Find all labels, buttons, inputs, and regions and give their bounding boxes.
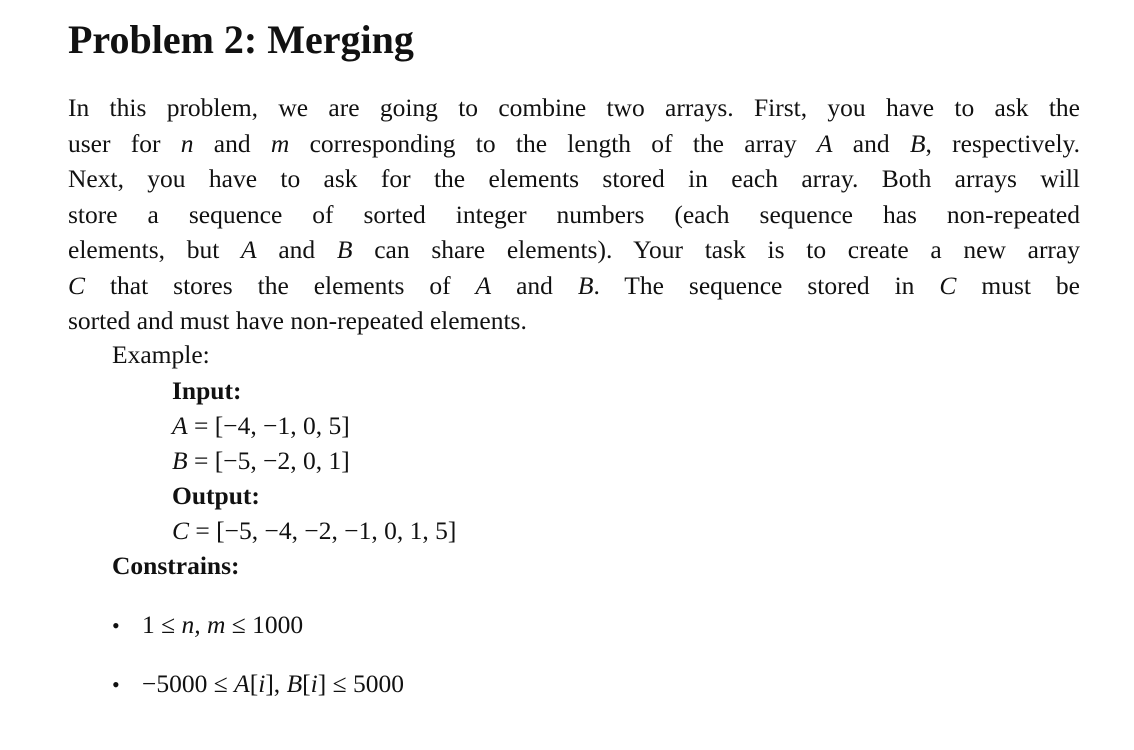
- bullet-icon: •: [112, 613, 120, 638]
- math-var-A: A: [816, 128, 833, 158]
- math-var-n: n: [180, 128, 194, 158]
- text-segment: and: [256, 235, 337, 264]
- description-line-7: [68, 303, 1080, 339]
- math-var-B: B: [172, 446, 188, 475]
- text-segment: store a sequence of sorted integer numbers (each sequence has non-repeated: [68, 199, 1080, 229]
- text-segment: user for: [68, 128, 181, 158]
- problem-title: Problem 2: Merging: [68, 17, 414, 62]
- array-c-values: = [−5, −4, −2, −1, 0, 1, 5]: [189, 516, 457, 545]
- text-segment: elements, but: [68, 235, 242, 264]
- text-segment: that stores the elements of: [85, 270, 476, 300]
- math-var-C: C: [68, 270, 86, 300]
- text-segment: , respectively.: [925, 128, 1080, 158]
- text-segment: . The sequence stored in: [593, 270, 940, 300]
- math-var-B: B: [909, 128, 926, 158]
- input-array-a: [172, 409, 350, 443]
- text-segment: can share elements). Your task is to create a new array: [352, 235, 1080, 264]
- example-label: Example:: [112, 340, 210, 369]
- math-var-A: A: [234, 669, 250, 698]
- problem-description: [68, 90, 1080, 339]
- array-b-values: = [−5, −2, 0, 1]: [187, 446, 350, 475]
- constraint-text: [: [302, 669, 311, 698]
- text-segment: sorted and must have non-repeated elements.: [68, 306, 527, 335]
- description-line-6: [68, 268, 1080, 304]
- math-var-A: A: [241, 235, 257, 264]
- description-line-1: [68, 90, 1080, 126]
- math-var-i: i: [310, 669, 318, 698]
- math-var-B: B: [286, 669, 303, 698]
- description-line-5: [68, 232, 1080, 268]
- bullet-icon: •: [112, 672, 120, 697]
- constraint-text: ≤ 1000: [225, 610, 304, 639]
- math-var-A: A: [172, 411, 188, 440]
- constraint-text: ] ≤ 5000: [317, 669, 404, 698]
- text-segment: Next, you have to ask for the elements stored in each array. Both arrays will: [68, 164, 1080, 193]
- text-segment: must be: [956, 270, 1080, 300]
- math-var-i: i: [258, 669, 266, 698]
- description-line-4: [68, 197, 1080, 233]
- text-segment: and: [832, 128, 910, 158]
- description-line-2: [68, 126, 1080, 162]
- math-var-C: C: [939, 270, 957, 300]
- math-var-m: m: [270, 128, 290, 158]
- constraints-label: Constrains:: [112, 551, 240, 580]
- constraint-item-1: [112, 608, 303, 643]
- constraint-text: [: [249, 669, 259, 698]
- constraint-item-2: [112, 667, 404, 702]
- input-label: Input:: [172, 376, 242, 405]
- text-segment: corresponding to the length of the array: [289, 128, 817, 158]
- output-label: Output:: [172, 481, 260, 510]
- input-array-b: [172, 444, 350, 478]
- math-var-A: A: [475, 270, 492, 300]
- math-vars-n-m: n, m: [181, 610, 226, 639]
- math-var-B: B: [577, 270, 594, 300]
- constraint-text: 1 ≤: [142, 610, 182, 639]
- array-a-values: = [−4, −1, 0, 5]: [187, 411, 350, 440]
- description-line-3: [68, 161, 1080, 197]
- output-array-c: [172, 514, 456, 548]
- text-segment: and: [491, 270, 578, 300]
- text-segment: In this problem, we are going to combine two arrays. First, you have to ask the: [68, 93, 1080, 122]
- math-var-C: C: [172, 516, 190, 545]
- constraint-text: ],: [265, 669, 287, 698]
- math-var-B: B: [336, 235, 353, 264]
- constraint-text: −5000 ≤: [142, 669, 235, 698]
- text-segment: and: [193, 128, 271, 158]
